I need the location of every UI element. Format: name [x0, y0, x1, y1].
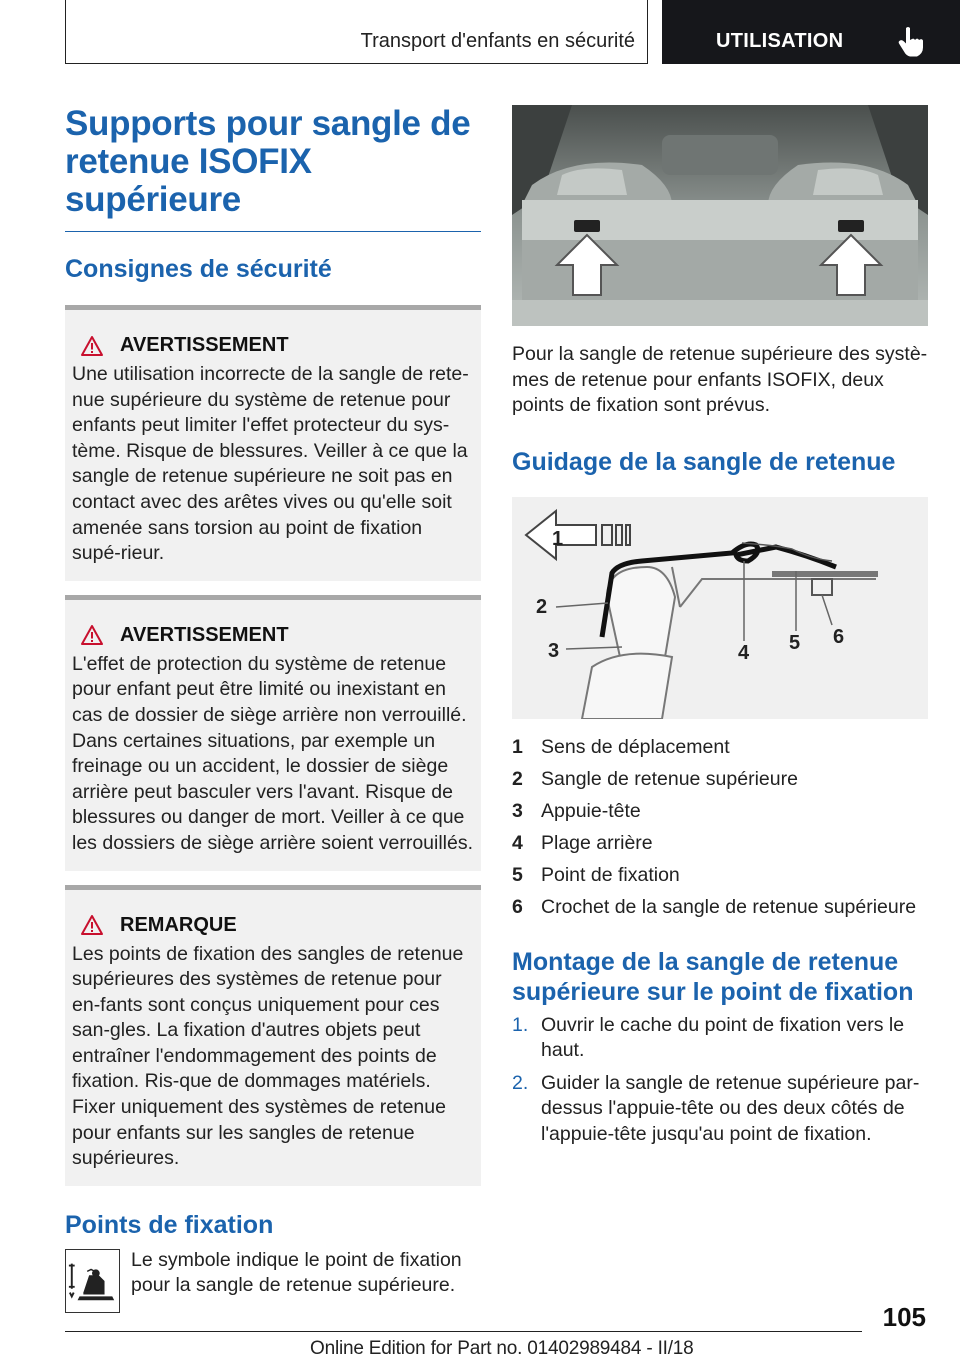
isofix-anchor-symbol-icon [65, 1249, 120, 1313]
right-column [512, 105, 928, 1154]
page-number: 105 [882, 1302, 926, 1332]
legend-item: 5 Point de fixation [512, 863, 680, 886]
step-item: 1. Ouvrir le cache du point de fixation vers le haut. [512, 1013, 905, 1062]
diagram-label-4: 4 [738, 641, 750, 664]
warning-box-2 [65, 595, 481, 871]
guide-heading: Guidage de la sangle de retenue [512, 447, 896, 476]
diagram-label-6: 6 [833, 625, 845, 648]
header-chapter-tab [662, 0, 960, 64]
header-section-tab [65, 0, 648, 64]
safety-heading: Consignes de sécurité [65, 255, 332, 283]
warning-box-1 [65, 305, 481, 581]
warning-label: AVERTISSEMENT [120, 334, 289, 356]
left-column [65, 105, 481, 1313]
legend-item: 1 Sens de déplacement [512, 735, 730, 758]
points-description: Le symbole indique le point de fixation pour la sangle de retenue supérieure. [131, 1248, 462, 1297]
step-item: 2. Guider la sangle de retenue supérieure par-dessus l'appuie-tête ou des deux côtés de l'appuie-tête jusqu'au point de fixation. [512, 1071, 920, 1145]
warning-text: L'effet de protection du système de retenue pour enfant peut être limité ou inexistant en cas de dossier de siège arrière non verrouillé. Dans certaines situations, par exemple un freinage ou un accident, le dossier de siège arrière peut basculer vers l'avant. Risque de blessures ou danger de mort. Veiller à ce que les dossiers de siège arrière soient verrouillés. [72, 652, 474, 854]
diagram-label-3: 3 [548, 639, 560, 662]
header-chapter-title: UTILISATION [716, 30, 844, 52]
hand-pointer-icon [894, 24, 928, 58]
warning-triangle-icon [80, 914, 104, 936]
diagram-label-2: 2 [536, 595, 548, 618]
strap-routing-diagram [512, 497, 928, 719]
warning-triangle-icon [80, 624, 104, 646]
notice-label: REMARQUE [120, 913, 237, 936]
diagram-legend [512, 731, 928, 923]
mount-steps [512, 1013, 928, 1148]
warning-text: Une utilisation incorrecte de la sangle de rete-nue supérieure du système de retenue pour enfants peut limiter l'effet protecteur du sys-tème. Risque de blessures. Veiller à ce que la sangle de retenue supérieure ne soit pas en contact avec des arêtes vives ou qu'elle soit amenée sans torsion au point de fixation supé-rieur. [72, 363, 469, 565]
footer-divider [65, 1331, 862, 1332]
legend-item: 4 Plage arrière [512, 831, 653, 854]
footer-edition: Online Edition for Part no. 01402989484 - II/18 [310, 1338, 694, 1359]
mount-heading: Montage de la sangle de retenue supérieure sur le point de fixation [512, 947, 914, 1006]
warning-triangle-icon [80, 335, 104, 357]
rear-shelf-photo [512, 105, 928, 326]
warning-label: AVERTISSEMENT [120, 623, 289, 646]
legend-item: 3 Appuie-tête [512, 799, 641, 822]
legend-item: 6 Crochet de la sangle de retenue supérieure [512, 895, 917, 918]
diagram-label-5: 5 [789, 631, 801, 654]
points-heading: Points de fixation [65, 1210, 274, 1239]
header-section-title: Transport d'enfants en sécurité [360, 30, 635, 52]
notice-box [65, 885, 481, 1186]
notice-text: Les points de fixation des sangles de retenue supérieures des systèmes de retenue pour en-fants sont conçus uniquement pour ces san-gles. La fixation d'autres objets peut entraîner l'endommagement des points de fixation. Ris-que de dommages matériels. Fixer uniquement des systèmes de retenue pour enfants sur les sangles de retenue supérieures. [72, 942, 464, 1170]
page-title: Supports pour sangle de retenue ISOFIX supérieure [65, 105, 481, 232]
photo-caption: Pour la sangle de retenue supérieure des systè-mes de retenue pour enfants ISOFIX, deux points de fixation sont prévus. [512, 343, 928, 417]
legend-item: 2 Sangle de retenue supérieure [512, 767, 798, 790]
diagram-label-1: 1 [552, 527, 564, 550]
points-symbol-row [65, 1248, 481, 1313]
